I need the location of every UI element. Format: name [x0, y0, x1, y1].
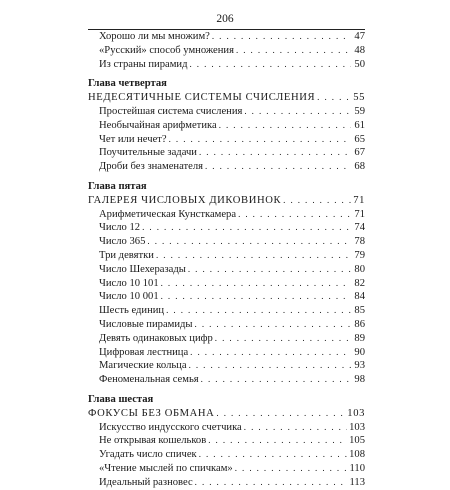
toc-entry[interactable]	[88, 146, 365, 160]
dot-leader	[195, 476, 348, 490]
toc-entry-title: «Русский» способ умножения	[99, 44, 234, 56]
toc-entry[interactable]	[88, 304, 365, 318]
toc-entry[interactable]	[88, 421, 365, 435]
section-heading[interactable]	[88, 407, 365, 421]
toc-entry[interactable]	[88, 235, 365, 249]
toc-entry-page: 74	[354, 222, 365, 234]
dot-leader	[147, 235, 351, 249]
toc-entry-title: Феноменальная семья	[99, 374, 199, 386]
dot-leader	[205, 160, 351, 174]
toc-entry[interactable]	[88, 44, 365, 58]
toc-entry-title: Цифровая лестница	[99, 346, 189, 358]
toc-entry-page: 65	[354, 133, 365, 145]
toc-entry[interactable]	[88, 290, 365, 304]
toc-entry[interactable]	[88, 359, 365, 373]
dot-leader	[189, 359, 351, 373]
dot-leader	[236, 44, 351, 58]
toc-entry[interactable]	[88, 346, 365, 360]
chapter-label: Глава шестая	[88, 393, 154, 405]
section-heading-title: НЕДЕСЯТИЧНЫЕ СИСТЕМЫ СЧИСЛЕНИЯ	[88, 92, 316, 104]
toc-entry-page: 86	[354, 318, 365, 330]
toc-entry-page: 59	[354, 105, 365, 117]
toc-entry-page: 84	[354, 291, 365, 303]
dot-leader	[216, 407, 345, 421]
dot-leader	[215, 332, 351, 346]
toc-entry-title: Простейшая система счисления	[99, 105, 243, 117]
dot-leader	[169, 133, 351, 147]
toc-entry-page: 89	[354, 332, 365, 344]
dot-leader	[201, 373, 351, 387]
toc-entry-page: 78	[354, 236, 365, 248]
toc-entry-page: 80	[354, 263, 365, 275]
dot-leader	[212, 30, 351, 44]
dot-leader	[219, 119, 351, 133]
dot-leader	[156, 249, 351, 263]
dot-leader	[244, 421, 347, 435]
toc-entry[interactable]	[88, 221, 365, 235]
toc-entry[interactable]	[88, 263, 365, 277]
dot-leader	[195, 318, 351, 332]
toc-entry-title: Число 12	[99, 222, 141, 234]
page-number: 206	[216, 13, 234, 25]
dot-leader	[188, 263, 351, 277]
toc-entry-page: 82	[354, 277, 365, 289]
toc-entry-page: 103	[349, 421, 365, 433]
dot-leader	[161, 277, 351, 291]
dot-leader	[161, 290, 351, 304]
toc-entry-page: 50	[354, 58, 365, 70]
toc-entry-page: 68	[354, 161, 365, 173]
toc-entry-title: Арифметическая Кунсткамера	[99, 208, 237, 220]
toc-entry[interactable]	[88, 332, 365, 346]
dot-leader	[199, 448, 347, 462]
toc-entry-title: Шесть единиц	[99, 305, 165, 317]
toc-entry-page: 105	[349, 435, 365, 447]
dot-leader	[208, 434, 347, 448]
chapter-label: Глава пятая	[88, 180, 147, 192]
toc-entry-page: 113	[349, 476, 365, 488]
toc-entry-page: 110	[349, 462, 365, 474]
toc-entry-title: Числовые пирамиды	[99, 318, 193, 330]
toc-entry-page: 90	[354, 346, 365, 358]
toc-entry[interactable]	[88, 448, 365, 462]
section-heading-page: 55	[353, 92, 365, 104]
toc-entry[interactable]	[88, 277, 365, 291]
section-heading[interactable]	[88, 194, 365, 208]
section-heading-title: ГАЛЕРЕЯ ЧИСЛОВЫХ ДИКОВИНОК	[88, 194, 282, 206]
toc-entry-title: «Чтение мыслей по спичкам»	[99, 462, 233, 474]
dot-leader	[235, 462, 348, 476]
toc-entry-page: 47	[354, 31, 365, 42]
toc-entry-page: 93	[354, 360, 365, 372]
toc-entry-page: 48	[354, 44, 365, 56]
toc-entry-title: Число 10 001	[99, 291, 159, 303]
toc-entry[interactable]	[88, 476, 365, 490]
toc-entry[interactable]	[88, 133, 365, 147]
toc-entry-title: Число 10 101	[99, 277, 159, 289]
toc-entry-title: Не открывая кошельков	[99, 435, 207, 447]
toc-entry-title: Три девятки	[99, 249, 154, 261]
section-heading-page: 71	[353, 194, 365, 206]
toc-entry-page: 79	[354, 249, 365, 261]
dot-leader	[142, 221, 351, 235]
toc-entry-title: Чет или нечет?	[99, 133, 167, 145]
toc-entry-title: Дроби без знаменателя	[99, 161, 203, 173]
toc-entry[interactable]	[88, 160, 365, 174]
toc-entry-title: Магические кольца	[99, 360, 187, 372]
section-heading-title: ФОКУСЫ БЕЗ ОБМАНА	[88, 407, 215, 419]
toc-entry[interactable]	[88, 318, 365, 332]
toc-entry[interactable]	[88, 119, 365, 133]
dot-leader	[283, 194, 351, 208]
toc-entry[interactable]	[88, 30, 365, 44]
dot-leader	[199, 146, 351, 160]
toc-entry-page: 85	[354, 305, 365, 317]
toc-entry-page: 71	[354, 208, 365, 220]
toc-entry-title: Необычайная арифметика	[99, 119, 217, 131]
toc-entry-title: Хорошо ли мы множим?	[99, 31, 210, 42]
toc-entry-page: 61	[354, 119, 365, 131]
dot-leader	[238, 208, 351, 222]
toc-entry-title: Угадать число спичек	[99, 449, 197, 461]
dot-leader	[166, 304, 351, 318]
dot-leader	[317, 91, 351, 105]
table-of-contents	[88, 30, 365, 490]
toc-entry-page: 67	[354, 147, 365, 159]
toc-entry[interactable]	[88, 373, 365, 387]
toc-entry-title: Из страны пирамид	[99, 58, 188, 70]
toc-entry-title: Искусство индусского счетчика	[99, 421, 242, 433]
dot-leader	[190, 346, 351, 360]
toc-entry-title: Число Шехеразады	[99, 263, 186, 275]
chapter-label: Глава четвертая	[88, 78, 167, 90]
toc-entry[interactable]	[88, 105, 365, 119]
toc-entry-title: Число 365	[99, 236, 146, 248]
toc-entry-page: 108	[349, 449, 365, 461]
section-heading-page: 103	[347, 407, 365, 419]
toc-entry-title: Поучительные задачи	[99, 147, 197, 159]
toc-entry[interactable]	[88, 434, 365, 448]
toc-entry-page: 98	[354, 374, 365, 386]
dot-leader	[244, 105, 351, 119]
toc-entry-title: Идеальный разновес	[99, 476, 193, 488]
dot-leader	[189, 58, 351, 72]
section-heading[interactable]	[88, 91, 365, 105]
toc-entry[interactable]	[88, 249, 365, 263]
toc-entry-title: Девять одинаковых цифр	[99, 332, 213, 344]
toc-entry[interactable]	[88, 462, 365, 476]
toc-entry[interactable]	[88, 208, 365, 222]
toc-entry[interactable]	[88, 58, 365, 72]
